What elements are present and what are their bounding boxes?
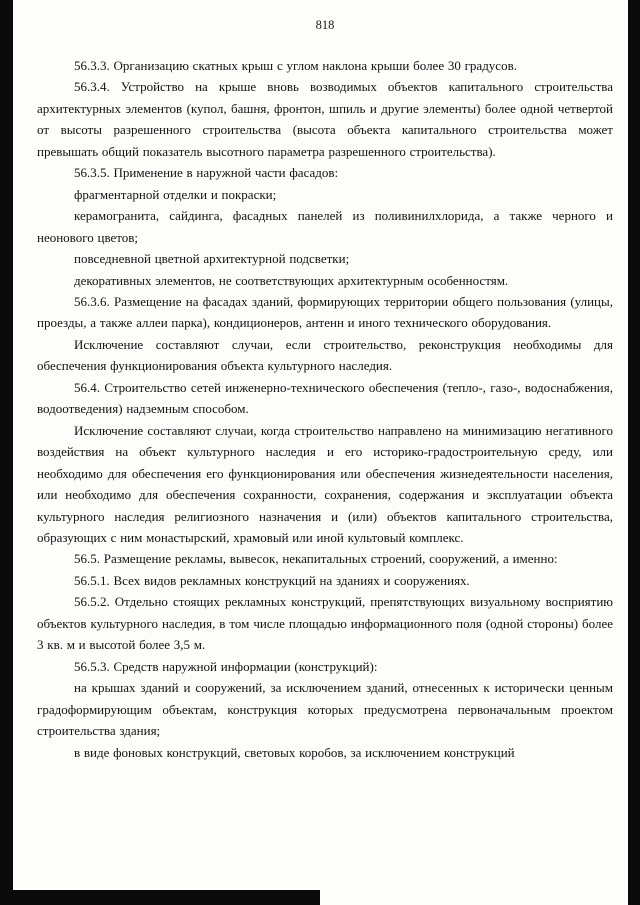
paragraph: фрагментарной отделки и покраски; bbox=[74, 186, 277, 202]
paragraph: 56.3.3. Организацию скатных крыш с углом наклона крыши более 30 градусов. bbox=[74, 58, 517, 73]
paragraph: Исключение составляют случаи, если строительство, реконструкция необходимы для обеспечения функционирования объекта культурного наследия. bbox=[37, 336, 613, 374]
page-number: 818 bbox=[315, 18, 335, 32]
paragraph: декоративных элементов, не соответствующих архитектурным особенностям. bbox=[74, 272, 509, 288]
paragraph: на крышах зданий и сооружений, за исключением зданий, отнесенных к исторически ценным градоформирующим объектам, конструкция которых предусмотрена первоначальным проектом строительства здания; bbox=[37, 680, 613, 739]
paragraph: Исключение составляют случаи, когда строительство направлено на минимизацию негативного воздействия на объект культурного наследия и его историко-градостроительную среду, или необходимо для обеспечения его функционирования или обеспечения жизнедеятельности населения, или необходимо для обеспечения сохранности, сохранения, содержания и эксплуатации объекта культурного наследия религиозного назначения и (или) объектов капитального строительства, образующих с ним монастырский, храмовый или иной культовый комплекс. bbox=[37, 422, 613, 545]
paragraph: 56.3.6. Размещение на фасадах зданий, формирующих территории общего пользования (улицы, проезды, а также аллеи парка), кондиционеров, антенн и иного технического оборудования. bbox=[37, 293, 613, 331]
paragraph: 56.4. Строительство сетей инженерно-технического обеспечения (тепло-, газо-, водоснабжения, водоотведения) надземным способом. bbox=[37, 379, 613, 417]
scan-artifact-right-bar bbox=[628, 0, 640, 905]
paragraph: 56.5. Размещение рекламы, вывесок, некапитальных строений, сооружений, а именно: bbox=[74, 551, 558, 567]
scan-artifact-bottom-bar bbox=[13, 890, 320, 905]
paragraph: 56.3.4. Устройство на крыше вновь возводимых объектов капитального строительства архитектурных элементов (купол, башня, фронтон, шпиль и другие элементы) более одной четвертой от высоты разрешенного строительства (высота объекта капитального строительства может превышать общий показатель высотного параметра разрешенного строительства). bbox=[37, 79, 613, 159]
paragraph: повседневной цветной архитектурной подсветки; bbox=[74, 251, 350, 267]
paragraph: керамогранита, сайдинга, фасадных панелей из поливинилхлорида, а также черного и неонового цветов; bbox=[37, 208, 613, 245]
paragraph: 56.5.3. Средств наружной информации (конструкций): bbox=[74, 658, 378, 674]
document-body bbox=[37, 55, 613, 763]
scan-artifact-left-bar bbox=[0, 0, 13, 905]
page-content bbox=[37, 17, 613, 763]
paragraph: 56.3.5. Применение в наружной части фасадов: bbox=[74, 165, 339, 181]
paragraph: 56.5.1. Всех видов рекламных конструкций на зданиях и сооружениях. bbox=[74, 572, 470, 588]
paragraph: в виде фоновых конструкций, световых коробов, за исключением конструкций bbox=[74, 744, 515, 760]
paragraph: 56.5.2. Отдельно стоящих рекламных конструкций, препятствующих визуальному восприятию объектов культурного наследия, в том числе площадью информационного поля (одной стороны) более 3 кв. м и высотой более 3,5 м. bbox=[37, 594, 613, 653]
